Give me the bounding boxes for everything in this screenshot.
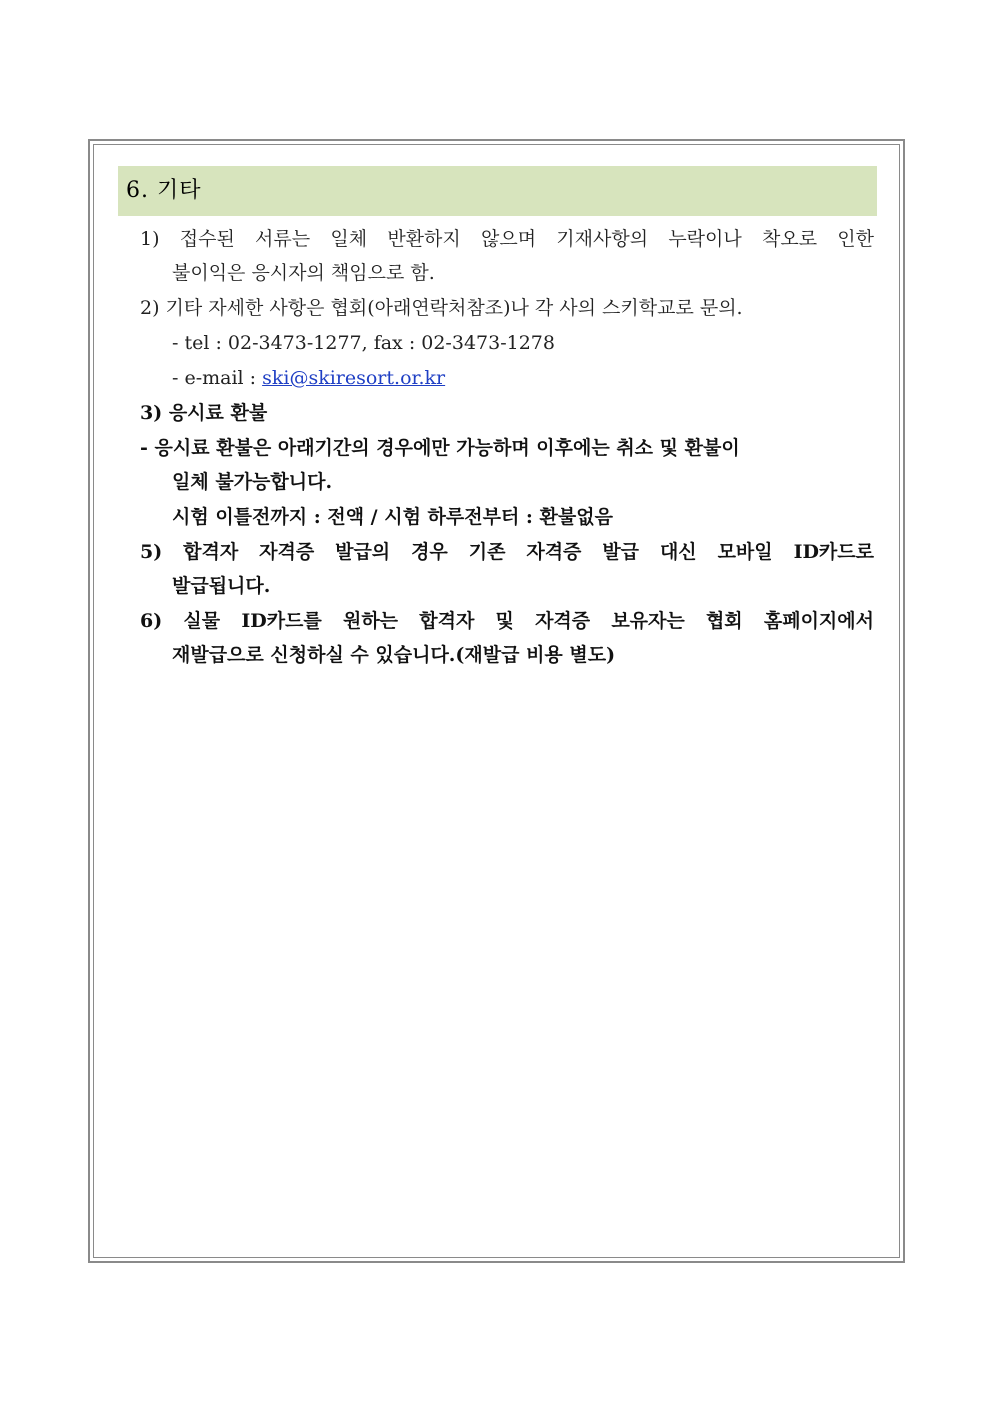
- contact-email-link[interactable]: ski@skiresort.or.kr: [262, 367, 446, 389]
- section-title: 6. 기타: [126, 178, 202, 203]
- item-6-line-2: 재발급으로 신청하실 수 있습니다.(재발급 비용 별도): [172, 644, 616, 666]
- item-3-line-2: 일체 불가능합니다.: [172, 471, 333, 493]
- item-5-line-2: 발급됩니다.: [172, 575, 271, 597]
- contact-email-label: - e-mail :: [172, 367, 263, 389]
- item-1-line-1: 1) 접수된 서류는 일체 반환하지 않으며 기재사항의 누락이나 착오로 인한: [140, 228, 874, 250]
- item-5-line-1: 5) 합격자 자격증 발급의 경우 기존 자격증 발급 대신 모바일 ID카드로: [140, 541, 874, 563]
- item-2-line-1: 2) 기타 자세한 사항은 협회(아래연락처참조)나 각 사의 스키학교로 문의.: [140, 297, 743, 319]
- item-3-title: 3) 응시료 환불: [140, 402, 268, 424]
- section-header: [118, 166, 877, 216]
- contact-phone: - tel : 02-3473-1277, fax : 02-3473-1278: [172, 332, 555, 354]
- item-6-line-1: 6) 실물 ID카드를 원하는 합격자 및 자격증 보유자는 협회 홈페이지에서: [140, 610, 874, 632]
- contact-email-row: [172, 365, 445, 391]
- item-3-line-3: 시험 이틀전까지 : 전액 / 시험 하루전부터 : 환불없음: [172, 506, 613, 528]
- item-1-line-2: 불이익은 응시자의 책임으로 함.: [172, 262, 435, 284]
- item-3-line-1: - 응시료 환불은 아래기간의 경우에만 가능하며 이후에는 취소 및 환불이: [140, 437, 740, 459]
